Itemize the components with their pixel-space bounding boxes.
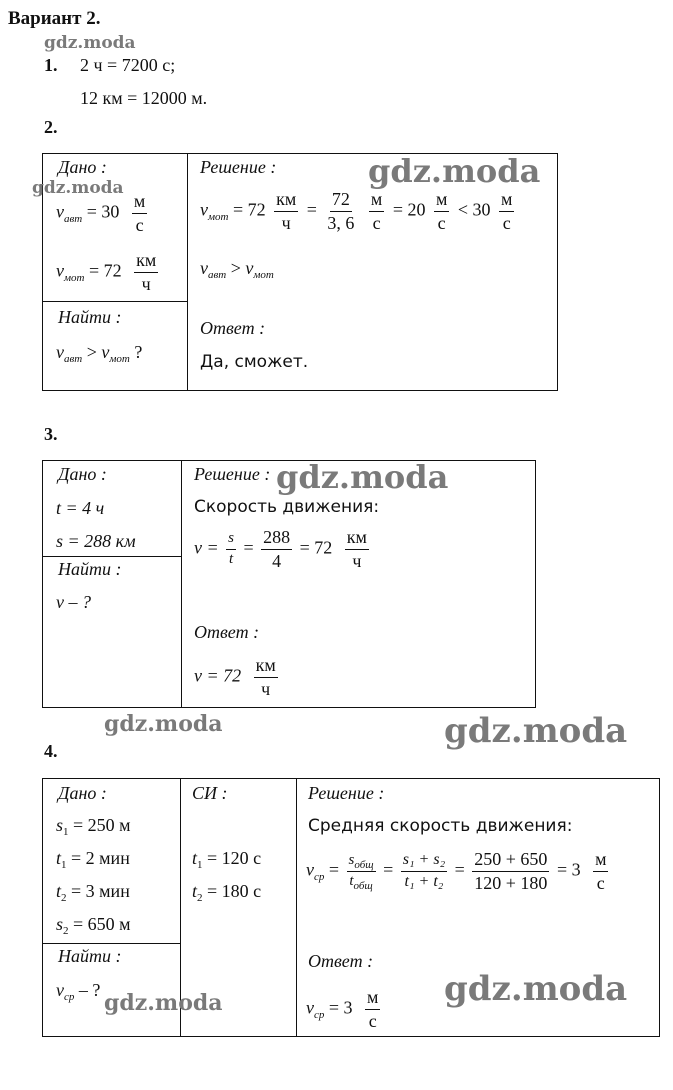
find-value: $v_{авт} > v_{мот}$ ? bbox=[56, 342, 143, 365]
watermark: gdz.moda bbox=[44, 33, 136, 53]
solution-label: Решение : bbox=[308, 783, 385, 803]
divider bbox=[296, 778, 297, 1037]
given-v-avt: $v_{авт} = 30$ $\frac{м}{с}$ bbox=[56, 191, 146, 235]
find-value: $v_{ср}$ – ? bbox=[56, 980, 101, 1003]
page-title: Вариант 2. bbox=[8, 8, 101, 29]
given-t: t = 4 ч bbox=[56, 498, 105, 518]
given-label: Дано : bbox=[58, 157, 107, 177]
find-label: Найти : bbox=[58, 307, 122, 327]
answer-label: Ответ : bbox=[308, 951, 374, 971]
solution-label: Решение : bbox=[200, 157, 277, 177]
answer-value: $v_{ср} = 3$ $\frac{м}{с}$ bbox=[306, 987, 379, 1031]
watermark: gdz.moda bbox=[276, 458, 449, 496]
given-label: Дано : bbox=[58, 464, 107, 484]
si-t1: $t_1 = 120$ с bbox=[192, 848, 262, 871]
given-t2: $t_2 = 3$ мин bbox=[56, 881, 130, 904]
given-s: s = 288 км bbox=[56, 531, 136, 551]
solution-comparison: $v_{авт} > v_{мот}$ bbox=[200, 258, 274, 281]
problem-1-line-2: 12 км = 12000 м. bbox=[80, 88, 208, 108]
solution-text: Средняя скорость движения: bbox=[308, 816, 573, 836]
watermark: gdz.moda bbox=[104, 711, 223, 737]
problem-3-number: 3. bbox=[44, 424, 58, 444]
solution-text: Скорость движения: bbox=[194, 497, 380, 517]
problem-4-number: 4. bbox=[44, 741, 58, 761]
solution-formula: $v_{ср}$ = $\frac{s_{общ}}{t_{общ}}$ = $\frac{\text{s₁ + s₂}}{\text{t₁ + t₂}}$ = $\frac{250 + 650}{120 + 180}$ = 3 $\frac{м}{с}$ bbox=[306, 849, 607, 893]
answer-text: Да, сможет. bbox=[200, 352, 309, 372]
given-s2: $s_2 = 650$ м bbox=[56, 914, 131, 937]
si-label: СИ : bbox=[192, 783, 228, 803]
given-t1: $t_1 = 2$ мин bbox=[56, 848, 130, 871]
given-label: Дано : bbox=[58, 783, 107, 803]
divider bbox=[181, 460, 182, 708]
problem-1-line-1: 2 ч = 7200 с; bbox=[80, 55, 176, 75]
watermark: gdz.moda bbox=[444, 969, 628, 1009]
given-s1: $s_1 = 250$ м bbox=[56, 815, 131, 838]
solution-formula: $v_{мот} = 72$ $\frac{км}{ч}$ = $\frac{72}{3, 6}$ $\frac{м}{с}$ = 20 $\frac{м}{с}$ < 30 $\frac{м}{с}$ bbox=[200, 189, 513, 233]
given-v-mot: $v_{мот} = 72$ $\frac{км}{ч}$ bbox=[56, 250, 157, 294]
watermark: gdz.moda bbox=[32, 178, 124, 198]
answer-label: Ответ : bbox=[200, 318, 266, 338]
find-value: v – ? bbox=[56, 592, 91, 612]
problem-1-number: 1. bbox=[44, 55, 58, 75]
solution-label: Решение : bbox=[194, 464, 271, 484]
find-label: Найти : bbox=[58, 559, 122, 579]
answer-label: Ответ : bbox=[194, 622, 260, 642]
watermark: gdz.moda bbox=[444, 711, 628, 751]
divider bbox=[42, 301, 188, 302]
divider bbox=[42, 943, 181, 944]
si-t2: $t_2 = 180$ с bbox=[192, 881, 262, 904]
watermark: gdz.moda bbox=[368, 152, 541, 190]
divider bbox=[42, 556, 182, 557]
solution-formula: v = $\frac{s}{t}$ = $\frac{288}{4}$ = 72 $\frac{км}{ч}$ bbox=[194, 527, 367, 571]
divider bbox=[187, 153, 188, 391]
find-label: Найти : bbox=[58, 946, 122, 966]
watermark: gdz.moda bbox=[104, 990, 223, 1016]
problem-2-number: 2. bbox=[44, 117, 58, 137]
answer-value: v = 72 $\frac{км}{ч}$ bbox=[194, 655, 276, 699]
